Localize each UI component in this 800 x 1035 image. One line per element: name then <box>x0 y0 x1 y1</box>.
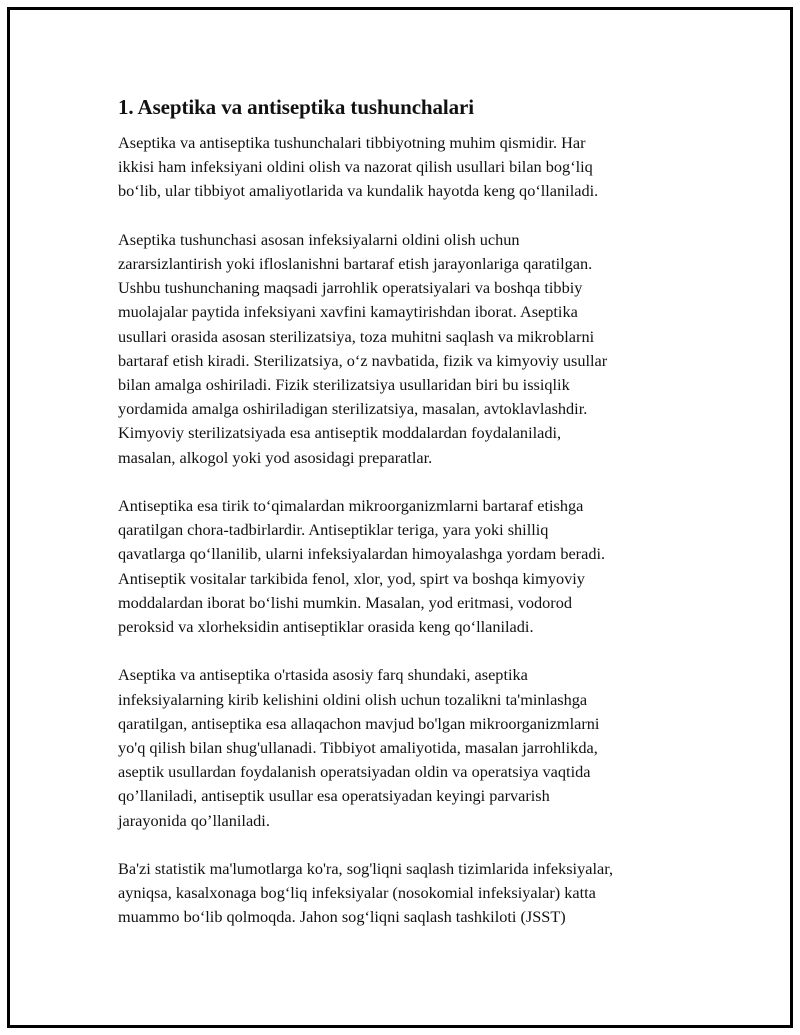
paragraph-intro: Aseptika va antiseptika tushunchalari tibbiyotning muhim qismidir. Har ikkisi ham infeksiyani oldini olish va nazorat qilish usullari bilan bog‘liq bo‘lib, ular tibbiyot amaliyotlarida va kundalik hayotda keng qo‘llaniladi. <box>118 133 599 201</box>
document-body <box>118 93 698 954</box>
paragraph-statistics: Ba'zi statistik ma'lumotlarga ko'ra, sog'liqni saqlash tizimlarida infeksiyalar, ayniqsa, kasalxonaga bog‘liq infeksiyalar (nosokomial infeksiyalar) katta muammo bo‘lib qolmoqda. Jahon sog‘liqni saqlash tashkiloti (JSST) <box>118 859 614 927</box>
paragraph-antiseptika: Antiseptika esa tirik to‘qimalardan mikroorganizmlarni bartaraf etishga qaratilgan chora-tadbirlardir. Antiseptiklar teriga, yara yoki shilliq qavatlarga qo‘llanilib, ularni infeksiyalardan himoyalashga yordam beradi. Antiseptik vositalar tarkibida fenol, xlor, yod, spirt va boshqa kimyoviy moddalardan iborat bo‘lishi mumkin. Masalan, yod eritmasi, vodorod peroksid va xlorheksidin antiseptiklar orasida keng qo‘llaniladi. <box>118 496 606 637</box>
section-heading: 1. Aseptika va antiseptika tushunchalari <box>118 95 474 119</box>
paragraph-difference: Aseptika va antiseptika o'rtasida asosiy farq shundaki, aseptika infeksiyalarning kirib kelishini oldini olish uchun tozalikni ta'minlashga qaratilgan, antiseptika esa allaqachon mavjud bo'lgan mikroorganizmlarni yo'q qilish bilan shug'ullanadi. Tibbiyot amaliyotida, masalan jarrohlikda, aseptik usullardan foydalanish operatsiyadan oldin va operatsiya vaqtida qo’llaniladi, antiseptik usullar esa operatsiyadan keyingi parvarish jarayonida qo’llaniladi. <box>118 665 600 830</box>
paragraph-aseptika: Aseptika tushunchasi asosan infeksiyalarni oldini olish uchun zararsizlantirish yoki ifloslanishni bartaraf etish jarayonlariga qaratilgan. Ushbu tushunchaning maqsadi jarrohlik operatsiyalari va boshqa tibbiy muolajalar paytida infeksiyani xavfini kamaytirishdan iborat. Aseptika usullari orasida asosan sterilizatsiya, toza muhitni saqlash va mikroblarni bartaraf etish kiradi. Sterilizatsiya, o‘z navbatida, fizik va kimyoviy usullar bilan amalga oshiriladi. Fizik sterilizatsiya usullaridan biri bu issiqlik yordamida amalga oshiriladigan sterilizatsiya, masalan, avtoklavlashdir. Kimyoviy sterilizatsiyada esa antiseptik moddalardan foydalaniladi, masalan, alkogol yoki yod asosidagi preparatlar. <box>118 229 608 467</box>
